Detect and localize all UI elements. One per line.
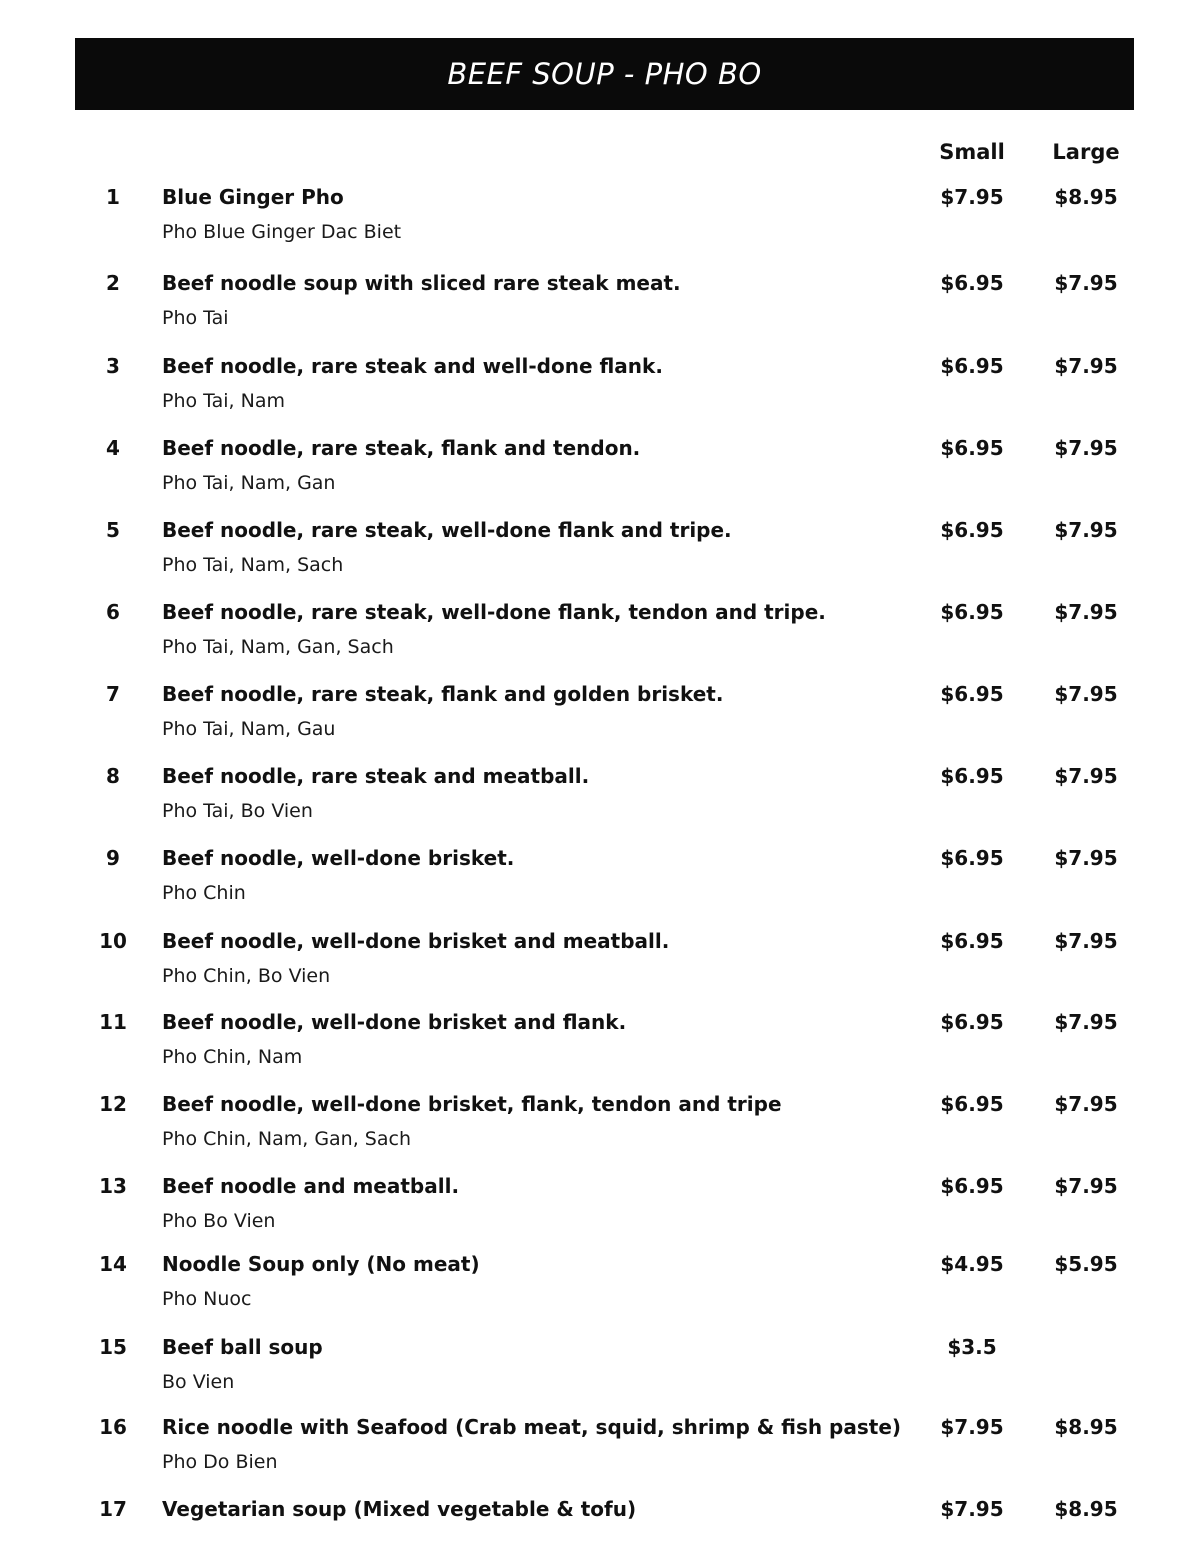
item-price-small: $6.95 (940, 682, 1004, 706)
item-name: Beef noodle, rare steak and well-done flank. (162, 354, 663, 378)
item-number: 11 (99, 1010, 127, 1034)
item-vietnamese-name: Pho Chin (162, 882, 246, 904)
item-vietnamese-name: Pho Chin, Bo Vien (162, 965, 331, 987)
item-price-large: $7.95 (1054, 271, 1118, 295)
item-name: Beef noodle, rare steak, flank and tendon. (162, 436, 641, 460)
menu-item (0, 682, 1200, 752)
item-number: 7 (106, 682, 120, 706)
item-price-large: $7.95 (1054, 436, 1118, 460)
item-price-large: $7.95 (1054, 846, 1118, 870)
item-price-small: $6.95 (940, 1092, 1004, 1116)
item-price-large: $7.95 (1054, 929, 1118, 953)
item-vietnamese-name: Pho Blue Ginger Dac Biet (162, 221, 402, 243)
item-price-large: $8.95 (1054, 1497, 1118, 1521)
menu-header-bar (75, 38, 1134, 110)
item-vietnamese-name: Pho Tai, Nam, Gan (162, 472, 336, 494)
item-number: 9 (106, 846, 120, 870)
menu-item (0, 1252, 1200, 1322)
item-number: 8 (106, 764, 120, 788)
item-vietnamese-name: Pho Nuoc (162, 1288, 252, 1310)
item-vietnamese-name: Pho Bo Vien (162, 1210, 276, 1232)
item-number: 17 (99, 1497, 127, 1521)
menu-item (0, 1335, 1200, 1405)
item-name: Rice noodle with Seafood (Crab meat, squid, shrimp & fish paste) (162, 1415, 902, 1439)
item-number: 5 (106, 518, 120, 542)
item-vietnamese-name: Pho Tai, Nam, Gan, Sach (162, 636, 394, 658)
item-price-small: $6.95 (940, 271, 1004, 295)
item-vietnamese-name: Pho Chin, Nam (162, 1046, 303, 1068)
item-price-large: $7.95 (1054, 600, 1118, 624)
item-price-small: $7.95 (940, 1497, 1004, 1521)
item-price-large: $8.95 (1054, 185, 1118, 209)
item-price-large: $7.95 (1054, 682, 1118, 706)
menu-item (0, 1415, 1200, 1485)
item-name: Beef noodle, well-done brisket and flank. (162, 1010, 627, 1034)
menu-item (0, 271, 1200, 341)
menu-item (0, 354, 1200, 424)
menu-item (0, 518, 1200, 588)
item-vietnamese-name: Pho Tai, Nam (162, 390, 285, 412)
item-price-large: $7.95 (1054, 1092, 1118, 1116)
item-number: 3 (106, 354, 120, 378)
item-price-small: $7.95 (940, 185, 1004, 209)
item-vietnamese-name: Pho Tai, Bo Vien (162, 800, 313, 822)
item-price-large: $7.95 (1054, 518, 1118, 542)
item-price-large: $7.95 (1054, 354, 1118, 378)
item-price-small: $6.95 (940, 929, 1004, 953)
item-name: Beef ball soup (162, 1335, 323, 1359)
item-price-small: $6.95 (940, 600, 1004, 624)
item-name: Beef noodle and meatball. (162, 1174, 460, 1198)
item-number: 16 (99, 1415, 127, 1439)
item-name: Vegetarian soup (Mixed vegetable & tofu) (162, 1497, 637, 1521)
item-name: Beef noodle soup with sliced rare steak meat. (162, 271, 681, 295)
item-price-small: $4.95 (940, 1252, 1004, 1276)
item-price-small: $6.95 (940, 1174, 1004, 1198)
menu-item (0, 185, 1200, 255)
item-price-small: $6.95 (940, 1010, 1004, 1034)
menu-item (0, 1092, 1200, 1162)
item-name: Beef noodle, rare steak and meatball. (162, 764, 590, 788)
item-number: 10 (99, 929, 127, 953)
item-number: 12 (99, 1092, 127, 1116)
item-price-large: $8.95 (1054, 1415, 1118, 1439)
item-name: Noodle Soup only (No meat) (162, 1252, 480, 1276)
item-vietnamese-name: Pho Do Bien (162, 1451, 278, 1473)
menu-item (0, 1174, 1200, 1244)
item-number: 4 (106, 436, 120, 460)
menu-item (0, 1010, 1200, 1080)
item-name: Blue Ginger Pho (162, 185, 344, 209)
column-header-small: Small (939, 140, 1005, 164)
item-name: Beef noodle, well-done brisket and meatball. (162, 929, 670, 953)
item-price-small: $6.95 (940, 764, 1004, 788)
item-price-small: $6.95 (940, 354, 1004, 378)
item-vietnamese-name: Pho Tai, Nam, Gau (162, 718, 336, 740)
menu-item (0, 600, 1200, 670)
item-name: Beef noodle, rare steak, well-done flank, tendon and tripe. (162, 600, 826, 624)
item-number: 6 (106, 600, 120, 624)
item-number: 2 (106, 271, 120, 295)
item-price-large: $7.95 (1054, 1174, 1118, 1198)
item-price-small: $3.5 (947, 1335, 997, 1359)
item-vietnamese-name: Pho Tai, Nam, Sach (162, 554, 344, 576)
item-name: Beef noodle, well-done brisket. (162, 846, 515, 870)
item-number: 14 (99, 1252, 127, 1276)
item-price-small: $6.95 (940, 436, 1004, 460)
item-number: 15 (99, 1335, 127, 1359)
column-header-large: Large (1052, 140, 1120, 164)
item-price-small: $7.95 (940, 1415, 1004, 1439)
item-price-large: $7.95 (1054, 764, 1118, 788)
menu-title: BEEF SOUP - PHO BO (447, 57, 762, 91)
menu-item (0, 929, 1200, 999)
item-vietnamese-name: Pho Tai (162, 307, 229, 329)
item-number: 13 (99, 1174, 127, 1198)
menu-item (0, 1497, 1200, 1567)
item-name: Beef noodle, rare steak, flank and golden brisket. (162, 682, 724, 706)
item-price-small: $6.95 (940, 846, 1004, 870)
menu-item (0, 764, 1200, 834)
menu-item (0, 846, 1200, 916)
menu-item (0, 436, 1200, 506)
item-number: 1 (106, 185, 120, 209)
item-vietnamese-name: Pho Chin, Nam, Gan, Sach (162, 1128, 411, 1150)
item-price-large: $5.95 (1054, 1252, 1118, 1276)
item-name: Beef noodle, well-done brisket, flank, tendon and tripe (162, 1092, 782, 1116)
item-price-small: $6.95 (940, 518, 1004, 542)
item-price-large: $7.95 (1054, 1010, 1118, 1034)
item-name: Beef noodle, rare steak, well-done flank and tripe. (162, 518, 732, 542)
item-vietnamese-name: Bo Vien (162, 1371, 235, 1393)
